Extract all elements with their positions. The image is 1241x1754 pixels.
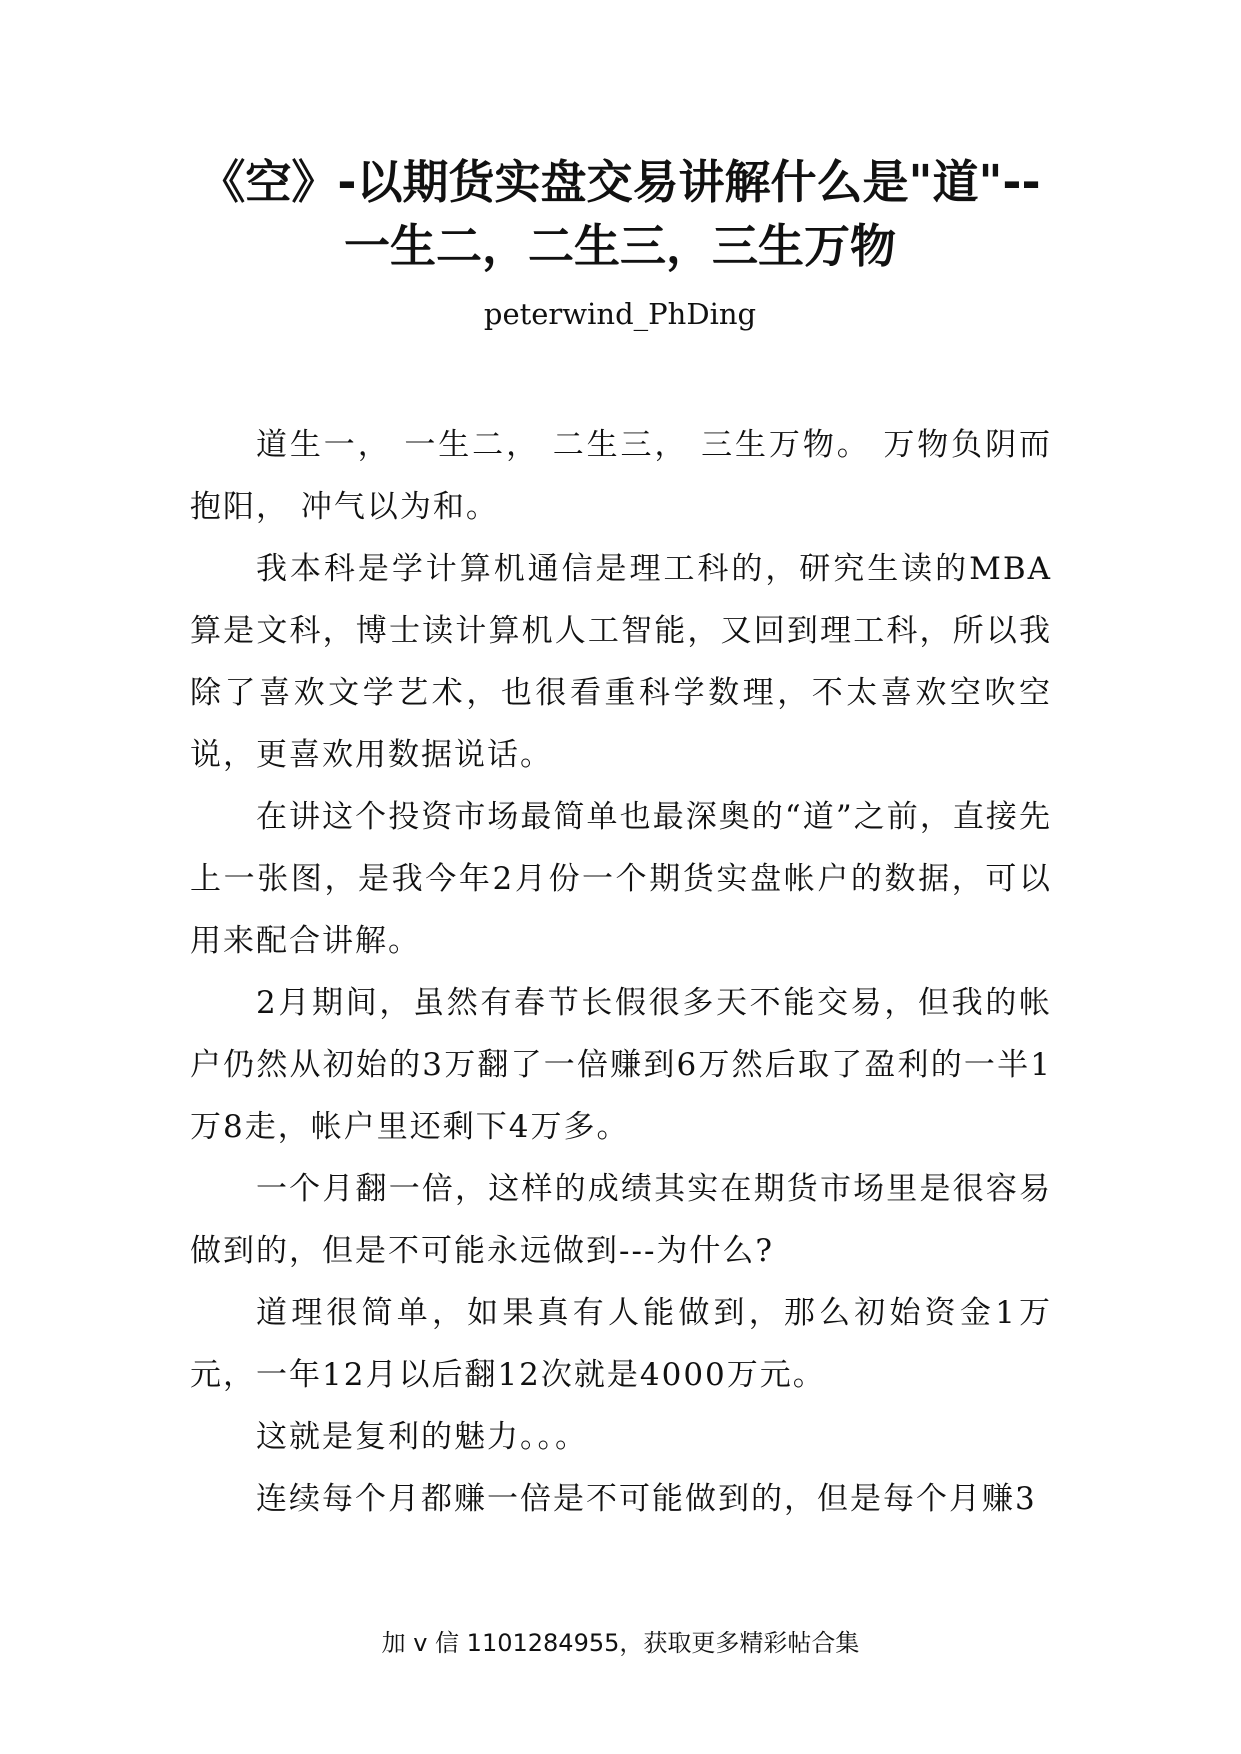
paragraph: 2月期间，虽然有春节长假很多天不能交易，但我的帐户仍然从初始的3万翻了一倍赚到6万然后取了盈利的一半1万8走，帐户里还剩下4万多。 bbox=[190, 985, 1052, 1145]
article-body bbox=[190, 414, 1052, 1530]
author-name: peterwind_PhDing bbox=[483, 297, 757, 331]
page-footer: 加 v 信 1101284955，获取更多精彩帖合集 bbox=[381, 1629, 860, 1657]
paragraph: 道理很简单，如果真有人能做到，那么初始资金1万元，一年12月以后翻12次就是4000万元。 bbox=[190, 1295, 1052, 1393]
paragraph: 道生一， 一生二， 二生三， 三生万物。 万物负阴而抱阳， 冲气以为和。 bbox=[190, 427, 1052, 525]
paragraph: 我本科是学计算机通信是理工科的，研究生读的MBA算是文科，博士读计算机人工智能，又回到理工科，所以我除了喜欢文学艺术，也很看重科学数理，不太喜欢空吹空说，更喜欢用数据说话。 bbox=[190, 551, 1052, 773]
paragraph: 连续每个月都赚一倍是不可能做到的，但是每个月赚3 bbox=[256, 1481, 1037, 1517]
document-title bbox=[150, 150, 1090, 278]
title-line-1: 《空》-以期货实盘交易讲解什么是"道"-- bbox=[199, 155, 1041, 209]
paragraph: 在讲这个投资市场最简单也最深奥的“道”之前，直接先上一张图，是我今年2月份一个期货实盘帐户的数据，可以用来配合讲解。 bbox=[190, 799, 1052, 959]
paragraph: 这就是复利的魅力。。。 bbox=[256, 1419, 588, 1455]
title-line-2: 一生二，二生三，三生万物 bbox=[344, 219, 896, 273]
paragraph: 一个月翻一倍，这样的成绩其实在期货市场里是很容易做到的，但是不可能永远做到---为什么? bbox=[190, 1171, 1052, 1269]
